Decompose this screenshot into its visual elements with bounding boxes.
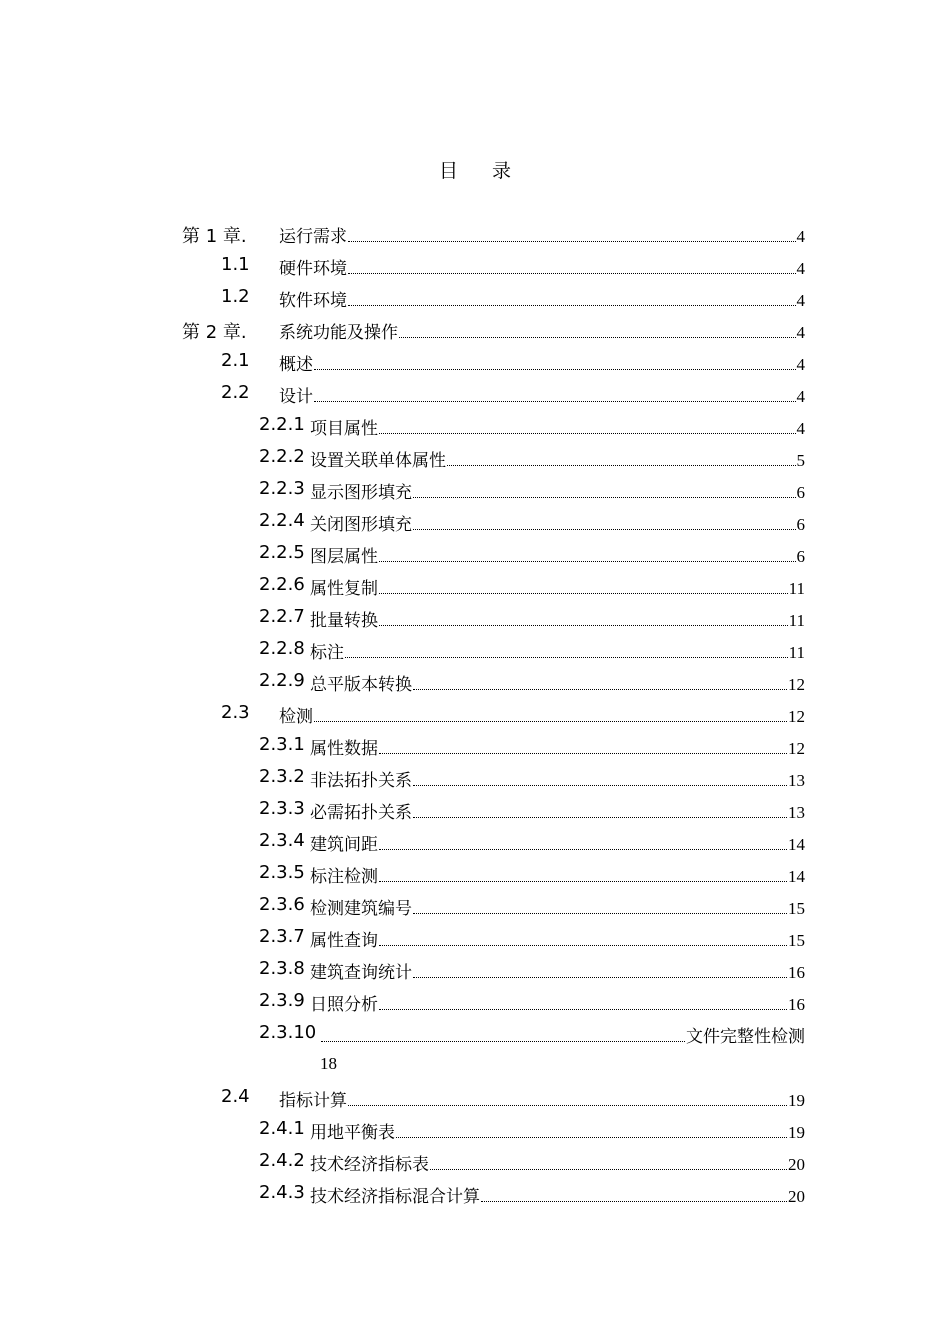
- toc-entry[interactable]: [0, 826, 950, 858]
- toc-entry-title: 设计: [279, 387, 313, 407]
- toc-leader-dots: [396, 1137, 787, 1138]
- toc-entry-line: [310, 926, 805, 951]
- toc-entry-page: 14: [788, 835, 805, 854]
- toc-leader-dots: [314, 401, 796, 402]
- toc-entry-number: 2.2.7: [259, 606, 305, 627]
- toc-entry-line: [310, 766, 805, 791]
- toc-entry-page: 4: [796, 355, 805, 374]
- toc-entry-number: 2.3.8: [259, 958, 305, 979]
- toc-entry-number: 2.3.6: [259, 894, 305, 915]
- toc-entry-line: [310, 414, 805, 439]
- toc-entry-title: 技术经济指标表: [310, 1155, 429, 1175]
- toc-leader-dots: [413, 529, 796, 530]
- toc-leader-dots: [314, 721, 787, 722]
- toc-entry-title: 属性数据: [310, 739, 378, 759]
- toc-entry-page: 6: [796, 483, 805, 502]
- toc-entry-line: [279, 222, 805, 247]
- toc-entry-page: 16: [788, 963, 805, 982]
- toc-entry-number: 1.2: [221, 286, 250, 307]
- toc-entry[interactable]: [0, 1178, 950, 1210]
- toc-entry-title: 检测: [279, 707, 313, 727]
- toc-entry-line: [279, 254, 805, 279]
- toc-entry-title: 关闭图形填充: [310, 515, 412, 535]
- toc-entry-page: 16: [788, 995, 805, 1014]
- toc-leader-dots: [379, 1009, 787, 1010]
- toc-entry-number: 2.3.3: [259, 798, 305, 819]
- toc-entry-page: 15: [788, 899, 805, 918]
- toc-entry[interactable]: [0, 570, 950, 602]
- toc-entry[interactable]: [0, 282, 950, 314]
- toc-entry-page: 12: [788, 739, 805, 758]
- toc-entry-line: [310, 510, 805, 535]
- toc-entry-title: 项目属性: [310, 419, 378, 439]
- toc-entry-page: 6: [796, 515, 805, 534]
- toc-entry[interactable]: [0, 666, 950, 698]
- toc-entry-line: [279, 318, 805, 343]
- toc-leader-dots: [321, 1041, 685, 1042]
- toc-entry-page: 13: [788, 803, 805, 822]
- toc-entry[interactable]: [0, 1114, 950, 1146]
- toc-entry-title: 显示图形填充: [310, 483, 412, 503]
- toc-leader-dots: [447, 465, 796, 466]
- toc-leader-dots: [379, 433, 796, 434]
- toc-entry[interactable]: [0, 954, 950, 986]
- toc-entry-number: 2.2.1: [259, 414, 305, 435]
- toc-entry-continuation: [0, 1050, 950, 1082]
- toc-entry[interactable]: [0, 1146, 950, 1178]
- toc-entry-title: 检测建筑编号: [310, 899, 412, 919]
- toc-entry-number: 第 2 章.: [182, 322, 247, 343]
- toc-entry-number: 2.2.8: [259, 638, 305, 659]
- toc-entry-line: [310, 670, 805, 695]
- toc-entry-line: [310, 446, 805, 471]
- toc-leader-dots: [413, 977, 787, 978]
- toc-entry-title: 必需拓扑关系: [310, 803, 412, 823]
- toc-entry-number: 2.3.7: [259, 926, 305, 947]
- toc-entry-line: [310, 1150, 805, 1175]
- toc-entry-page: 18: [320, 1054, 337, 1073]
- toc-entry-number: 2.4: [221, 1086, 250, 1107]
- toc-entry-number: 2.2.4: [259, 510, 305, 531]
- toc-entry-title: 技术经济指标混合计算: [310, 1187, 480, 1207]
- toc-entry-page: 19: [788, 1123, 805, 1142]
- toc-entry[interactable]: [0, 602, 950, 634]
- toc-entry-page: 11: [788, 611, 805, 630]
- toc-title: 目录: [438, 160, 545, 182]
- toc-entry-page: 12: [788, 707, 805, 726]
- toc-entry-page: 4: [796, 323, 805, 342]
- toc-entry-line: [310, 478, 805, 503]
- toc-leader-dots: [348, 273, 796, 274]
- toc-entry-title: 系统功能及操作: [279, 323, 398, 343]
- toc-entry-title: 批量转换: [310, 611, 378, 631]
- toc-leader-dots: [481, 1201, 787, 1202]
- toc-entry-line: [310, 734, 805, 759]
- toc-entry-title: 标注检测: [310, 867, 378, 887]
- toc-entry-line: [310, 638, 805, 663]
- toc-entry-page: 11: [788, 579, 805, 598]
- toc-entry-number: 2.3.5: [259, 862, 305, 883]
- toc-entry-page: 4: [796, 387, 805, 406]
- toc-leader-dots: [379, 945, 787, 946]
- toc-entry-line: [279, 382, 805, 407]
- toc-entry[interactable]: [0, 730, 950, 762]
- toc-entry-title: 运行需求: [279, 227, 347, 247]
- toc-entry-number: 2.3: [221, 702, 250, 723]
- toc-entry-number: 2.2: [221, 382, 250, 403]
- toc-entry-number: 2.4.1: [259, 1118, 305, 1139]
- toc-entry-line: [310, 1118, 805, 1143]
- toc-entry[interactable]: [0, 474, 950, 506]
- toc-entry-line: [279, 286, 805, 311]
- toc-entry-number: 2.2.6: [259, 574, 305, 595]
- toc-entry-title: 指标计算: [279, 1091, 347, 1111]
- toc-entry-page: 13: [788, 771, 805, 790]
- toc-entry-title: 用地平衡表: [310, 1123, 395, 1143]
- toc-entry-line: [320, 1022, 805, 1047]
- toc-entry-line: [310, 798, 805, 823]
- toc-entry-number: 2.1: [221, 350, 250, 371]
- toc-entry[interactable]: [0, 794, 950, 826]
- toc-entry[interactable]: [0, 698, 950, 730]
- toc-entry-page: 11: [788, 643, 805, 662]
- toc-leader-dots: [399, 337, 796, 338]
- toc-entry-page: 14: [788, 867, 805, 886]
- toc-entry-title: 总平版本转换: [310, 675, 412, 695]
- toc-entry-line: [310, 958, 805, 983]
- toc-entry[interactable]: [0, 314, 950, 346]
- toc-leader-dots: [413, 913, 787, 914]
- toc-entry-title: 软件环境: [279, 291, 347, 311]
- toc-entry-number: 第 1 章.: [182, 226, 247, 247]
- toc-entry[interactable]: [0, 1082, 950, 1114]
- toc-entry-line: [310, 574, 805, 599]
- toc-entry-title: 硬件环境: [279, 259, 347, 279]
- toc-entry[interactable]: [0, 634, 950, 666]
- toc-entry-line: [310, 606, 805, 631]
- toc-entry-line: [279, 702, 805, 727]
- toc-entry-title: 概述: [279, 355, 313, 375]
- toc-entry-line: [279, 1086, 805, 1111]
- toc-entry-title: 日照分析: [310, 995, 378, 1015]
- toc-leader-dots: [348, 1105, 787, 1106]
- toc-entry-number: 2.2.2: [259, 446, 305, 467]
- toc-entry-line: [310, 1182, 805, 1207]
- toc-entry-number: 2.3.10: [259, 1022, 317, 1043]
- toc-entry-page: 5: [796, 451, 805, 470]
- toc-entry[interactable]: [0, 762, 950, 794]
- toc-entry-number: 2.4.3: [259, 1182, 305, 1203]
- toc-entry[interactable]: [0, 506, 950, 538]
- toc-entry-title: 文件完整性检测: [686, 1027, 805, 1047]
- toc-entry[interactable]: [0, 1018, 950, 1050]
- toc-entry-number: 2.3.1: [259, 734, 305, 755]
- toc-leader-dots: [379, 593, 788, 594]
- toc-entry-title: 图层属性: [310, 547, 378, 567]
- toc-entry-line: [310, 862, 805, 887]
- toc-leader-dots: [314, 369, 796, 370]
- toc-leader-dots: [413, 497, 796, 498]
- toc-leader-dots: [413, 689, 787, 690]
- toc-entry-number: 1.1: [221, 254, 250, 275]
- toc-entry[interactable]: [0, 890, 950, 922]
- toc-entry-title: 标注: [310, 643, 344, 663]
- toc-entry[interactable]: [0, 346, 950, 378]
- toc-entry[interactable]: [0, 858, 950, 890]
- toc-entry-page: 20: [788, 1187, 805, 1206]
- toc-entry-number: 2.3.9: [259, 990, 305, 1011]
- toc-entry-page: 4: [796, 419, 805, 438]
- toc-entry-page: 20: [788, 1155, 805, 1174]
- toc-entry-number: 2.2.5: [259, 542, 305, 563]
- toc-entry[interactable]: [0, 442, 950, 474]
- toc-leader-dots: [379, 753, 787, 754]
- toc-entry[interactable]: [0, 922, 950, 954]
- toc-entry-title: 建筑间距: [310, 835, 378, 855]
- toc-entry[interactable]: [0, 986, 950, 1018]
- toc-entry-title: 属性复制: [310, 579, 378, 599]
- toc-entry-page: 6: [796, 547, 805, 566]
- toc-leader-dots: [379, 881, 787, 882]
- toc-leader-dots: [430, 1169, 787, 1170]
- toc-leader-dots: [413, 785, 787, 786]
- toc-entry-title: 非法拓扑关系: [310, 771, 412, 791]
- toc-leader-dots: [413, 817, 787, 818]
- table-of-contents: [0, 218, 950, 1210]
- toc-entry-page: 4: [796, 259, 805, 278]
- toc-entry-page: 4: [796, 227, 805, 246]
- toc-entry-title: 建筑查询统计: [310, 963, 412, 983]
- toc-leader-dots: [345, 657, 788, 658]
- toc-leader-dots: [348, 305, 796, 306]
- toc-entry-number: 2.2.9: [259, 670, 305, 691]
- toc-entry-page: 19: [788, 1091, 805, 1110]
- toc-entry-page: 15: [788, 931, 805, 950]
- toc-entry-number: 2.3.2: [259, 766, 305, 787]
- toc-entry-line: [279, 350, 805, 375]
- toc-entry[interactable]: [0, 538, 950, 570]
- toc-leader-dots: [379, 849, 787, 850]
- toc-leader-dots: [379, 625, 788, 626]
- toc-leader-dots: [379, 561, 796, 562]
- toc-entry-line: [310, 830, 805, 855]
- toc-entry-page: 4: [796, 291, 805, 310]
- toc-leader-dots: [348, 241, 796, 242]
- toc-entry-line: [310, 990, 805, 1015]
- toc-entry-title: 设置关联单体属性: [310, 451, 446, 471]
- toc-entry-page: 12: [788, 675, 805, 694]
- toc-entry-number: 2.4.2: [259, 1150, 305, 1171]
- toc-entry-line: [310, 894, 805, 919]
- toc-entry[interactable]: [0, 250, 950, 282]
- toc-entry-title: 属性查询: [310, 931, 378, 951]
- toc-entry[interactable]: [0, 378, 950, 410]
- toc-entry[interactable]: [0, 410, 950, 442]
- toc-entry-number: 2.2.3: [259, 478, 305, 499]
- toc-entry[interactable]: [0, 218, 950, 250]
- toc-entry-number: 2.3.4: [259, 830, 305, 851]
- toc-entry-line: [310, 542, 805, 567]
